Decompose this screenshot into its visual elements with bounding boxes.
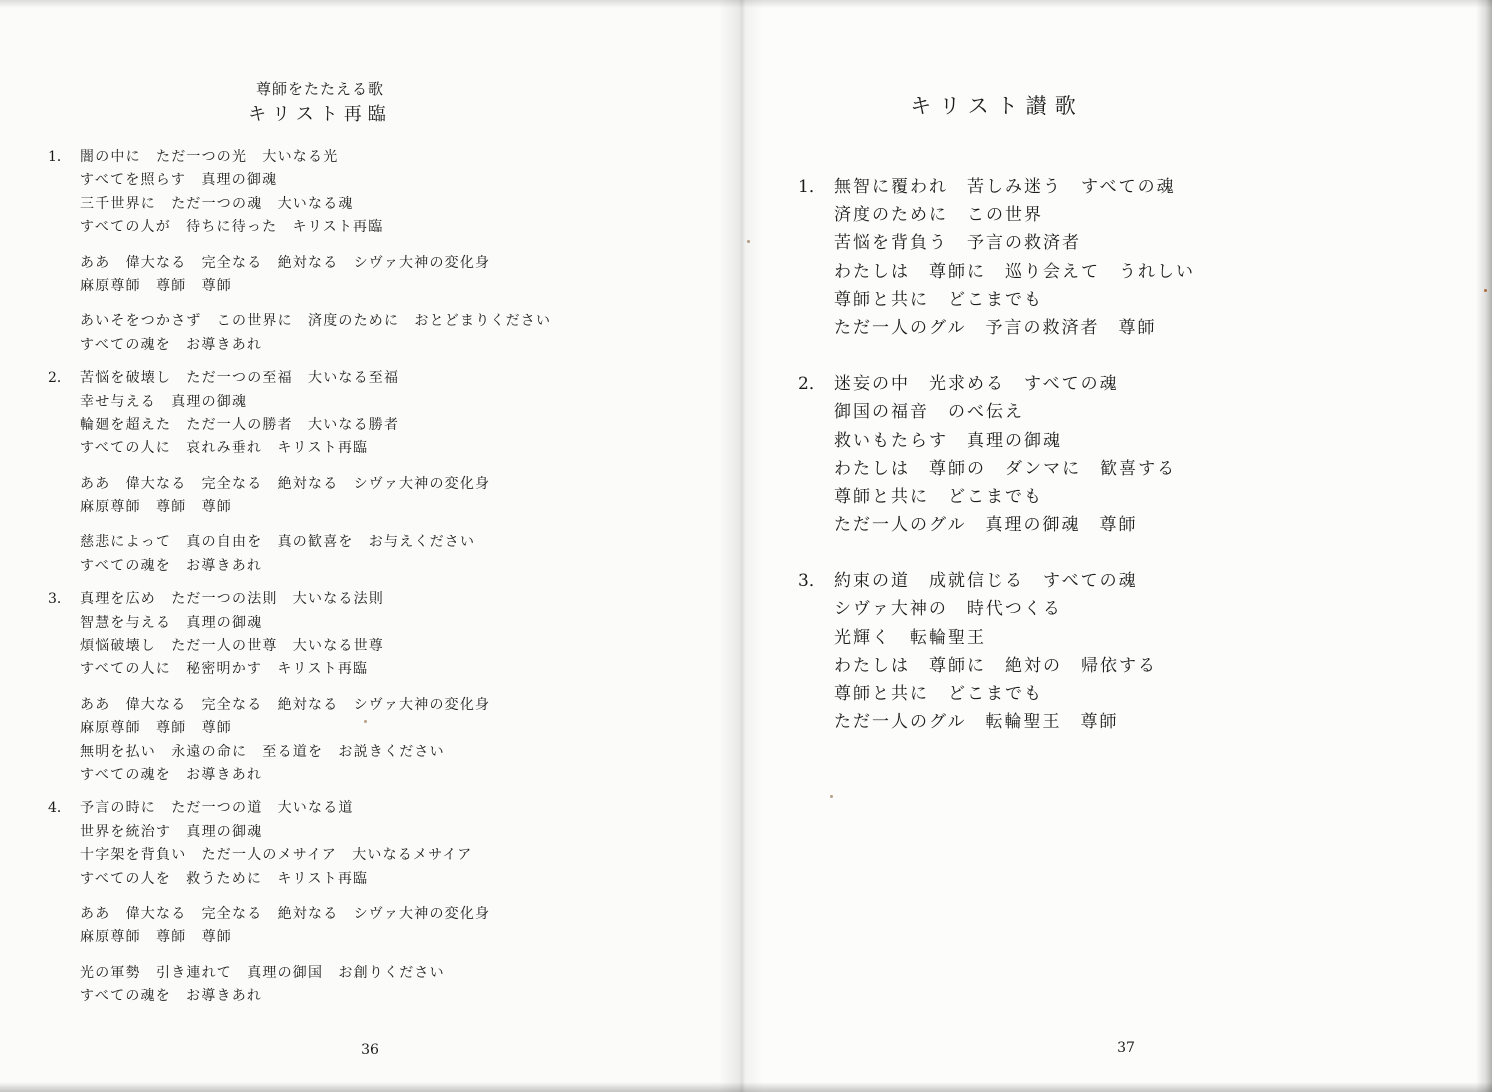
lyric-line: 十字架を背負い ただ一人のメサイア 大いなるメサイア (80, 847, 473, 864)
lyric-line: ただ一人のグル 転輪聖王 尊師 (834, 712, 1119, 733)
verse (798, 567, 1398, 736)
lyric-line: ああ 偉大なる 完全なる 絶対なる シヴァ大神の変化身 (80, 696, 491, 713)
left-page (0, 0, 742, 1092)
lyric-line: 智慧を与える 真理の御魂 (80, 614, 263, 631)
verse-stanza (80, 252, 688, 299)
lyric-line: 闇の中に ただ一つの光 大いなる光 (80, 149, 339, 165)
lyric-line: 麻原尊師 尊師 尊師 (80, 277, 232, 294)
verse-number: 3． (798, 571, 826, 592)
lyric-line: 予言の時に ただ一つの道 大いなる道 (80, 800, 354, 817)
lyric-line: 迷妄の中 光求める すべての魂 (834, 374, 1119, 395)
verse-number: 3． (48, 591, 71, 608)
verse-stanza (80, 367, 688, 461)
lyric-line: 尊師と共に どこまでも (834, 684, 1043, 704)
page-edge (1476, 0, 1492, 1092)
verse-stanza (80, 531, 688, 578)
lyric-line: 麻原尊師 尊師 尊師 (80, 499, 232, 516)
lyric-line: すべての人を 救うために キリスト再臨 (80, 870, 369, 887)
verse-stanza (80, 473, 688, 520)
lyric-line: ああ 偉大なる 完全なる 絶対なる シヴァ大神の変化身 (80, 905, 491, 922)
verse (48, 367, 688, 578)
lyric-line: シヴァ大神の 時代つくる (834, 599, 1062, 620)
hymn-title: キリスト讃歌 (910, 94, 1084, 118)
lyric-line: 煩悩破壊し ただ一人の世尊 大いなる世尊 (80, 638, 384, 655)
verse (798, 370, 1398, 539)
lyric-line: ああ 偉大なる 完全なる 絶対なる シヴァ大神の変化身 (80, 254, 491, 271)
verse-number: 2． (798, 374, 826, 395)
right-page (742, 0, 1492, 1092)
verse (48, 146, 688, 357)
lyric-line: 尊師と共に どこまでも (834, 486, 1043, 507)
lyric-line: ああ 偉大なる 完全なる 絶対なる シヴァ大神の変化身 (80, 475, 491, 492)
verse-stanza (80, 903, 688, 950)
lyric-line: すべてを照らす 真理の御魂 (80, 172, 278, 189)
lyric-line: 尊師と共に どこまでも (834, 289, 1043, 310)
verse-stanza (80, 310, 688, 357)
lyric-line: 麻原尊師 尊師 尊師 (80, 720, 232, 737)
verse-number: 1． (798, 177, 826, 197)
verse-stanza (80, 588, 688, 682)
lyric-line: ただ一人のグル 予言の救済者 尊師 (834, 317, 1157, 338)
lyric-line: すべての人に 秘密明かす キリスト再臨 (80, 661, 369, 678)
left-verses (48, 146, 688, 1019)
verse (798, 173, 1398, 342)
lyric-line: 済度のために この世界 (834, 205, 1043, 226)
lyric-line: 世界を統治す 真理の御魂 (80, 823, 263, 840)
lyric-line: わたしは 尊師に 巡り会えて うれしい (834, 261, 1195, 282)
verse (48, 588, 688, 787)
lyric-line: 救いもたらす 真理の御魂 (834, 430, 1062, 451)
lyric-line: 幸せ与える 真理の御魂 (80, 393, 248, 410)
lyric-line: 輪廻を超えた ただ一人の勝者 大いなる勝者 (80, 416, 400, 433)
lyric-line: あいそをつかさず この世界に 済度のために おとどまりください (80, 313, 552, 330)
speck (747, 240, 750, 243)
page-number-right: 37 (1117, 1040, 1135, 1056)
verse-stanza (80, 797, 688, 891)
verse-stanza (80, 146, 688, 240)
speck (364, 720, 367, 723)
page-edge-top (0, 0, 1492, 8)
verse-stanza (80, 962, 688, 1009)
speck (830, 795, 833, 798)
page-edge-bottom (0, 1082, 1492, 1092)
lyric-line: すべての人に 哀れみ垂れ キリスト再臨 (80, 440, 369, 457)
verse-stanza (80, 694, 688, 788)
lyric-line: 御国の福音 のべ伝え (834, 402, 1024, 423)
right-verses (798, 173, 1398, 764)
verse-number: 1． (48, 149, 71, 165)
lyric-line: 光輝く 転輪聖王 (834, 627, 986, 648)
lyric-line: 無智に覆われ 苦しみ迷う すべての魂 (834, 177, 1176, 197)
song-title: キリスト再臨 (248, 104, 392, 125)
verse (48, 797, 688, 1008)
lyric-line: わたしは 尊師の ダンマに 歓喜する (834, 458, 1177, 479)
lyric-line: 光の軍勢 引き連れて 真理の御国 お創りください (80, 964, 445, 981)
lyric-line: すべての魂を お導きあれ (80, 557, 263, 574)
lyric-line: ただ一人のグル 真理の御魂 尊師 (834, 515, 1138, 536)
lyric-line: 無明を払い 永遠の命に 至る道を お説きください (80, 743, 445, 760)
lyric-line: すべての魂を お導きあれ (80, 988, 263, 1005)
verse-number: 2． (48, 370, 71, 387)
lyric-line: 三千世界に ただ一つの魂 大いなる魂 (80, 195, 354, 212)
verse-number: 4． (48, 800, 71, 817)
lyric-line: すべての人が 待ちに待った キリスト再臨 (80, 219, 384, 236)
lyric-line: 真理を広め ただ一つの法則 大いなる法則 (80, 591, 384, 608)
page-number-left: 36 (361, 1042, 379, 1058)
lyric-line: すべての魂を お導きあれ (80, 336, 263, 353)
lyric-line: 約束の道 成就信じる すべての魂 (834, 571, 1138, 592)
lyric-line: 苦悩を背負う 予言の救済者 (834, 233, 1081, 254)
lyric-line: 麻原尊師 尊師 尊師 (80, 929, 232, 946)
song-subtitle: 尊師をたたえる歌 (255, 80, 384, 98)
lyric-line: わたしは 尊師に 絶対の 帰依する (834, 655, 1157, 676)
lyric-line: すべての魂を お導きあれ (80, 766, 263, 783)
lyric-line: 慈悲によって 真の自由を 真の歓喜を お与えください (80, 534, 476, 551)
lyric-line: 苦悩を破壊し ただ一つの至福 大いなる至福 (80, 370, 400, 387)
